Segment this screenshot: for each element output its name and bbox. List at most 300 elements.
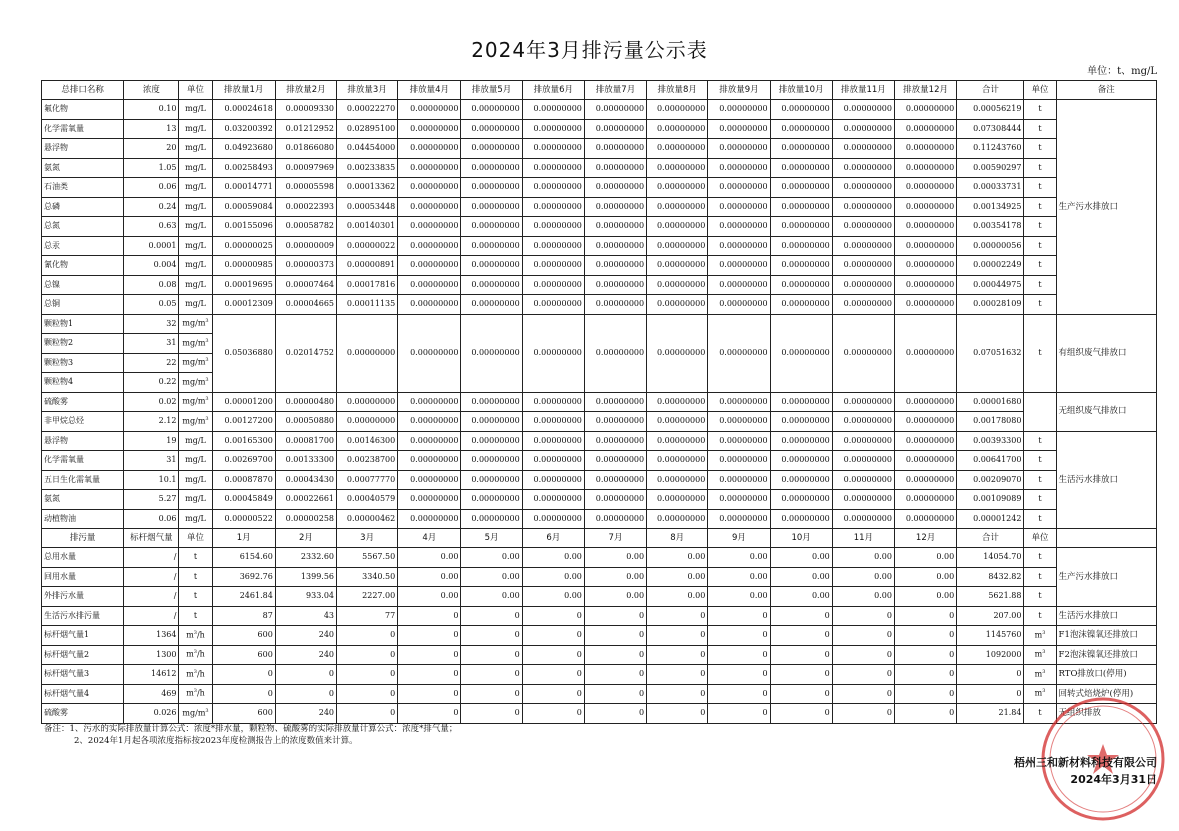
month-value: 0.00019695 bbox=[212, 275, 275, 295]
total-value: 0.00109089 bbox=[957, 490, 1024, 510]
table-row bbox=[42, 509, 1157, 529]
month-value: 0 bbox=[584, 684, 646, 704]
month-value: 0.00 bbox=[461, 587, 522, 607]
unit bbox=[179, 412, 212, 432]
total-value: 0.11243760 bbox=[957, 139, 1024, 159]
month-value: 0 bbox=[770, 645, 832, 665]
month-value: 77 bbox=[337, 606, 398, 626]
total-value: 0.00354178 bbox=[957, 217, 1024, 237]
unit: mg/L bbox=[179, 236, 212, 256]
unit-text: m bbox=[1034, 669, 1043, 679]
total-value: 0.00178080 bbox=[957, 412, 1024, 432]
table-row bbox=[42, 626, 1157, 646]
flow: / bbox=[124, 606, 179, 626]
header-row bbox=[42, 81, 1157, 100]
table-row bbox=[42, 645, 1157, 665]
table-row bbox=[42, 412, 1157, 432]
superscript: 3 bbox=[1042, 668, 1046, 675]
month-value: 0.00022270 bbox=[337, 100, 398, 120]
total-unit: t bbox=[1024, 548, 1056, 568]
superscript: 3 bbox=[1042, 688, 1046, 695]
month-value: 0.03200392 bbox=[212, 119, 275, 139]
month-value: 0.00 bbox=[770, 567, 832, 587]
month-value: 2227.00 bbox=[337, 587, 398, 607]
table-row bbox=[42, 704, 1157, 724]
unit-note: 单位：t、mg/L bbox=[1087, 66, 1157, 77]
month-value: 0 bbox=[894, 645, 956, 665]
month-value: 0 bbox=[708, 626, 770, 646]
month-value: 0.00000000 bbox=[522, 119, 584, 139]
total-unit: t bbox=[1024, 256, 1056, 276]
concentration: 1.05 bbox=[124, 158, 179, 178]
table-row bbox=[42, 178, 1157, 198]
concentration: 31 bbox=[124, 451, 179, 471]
month-value: 0.00000000 bbox=[894, 275, 956, 295]
table-row bbox=[42, 548, 1157, 568]
unit bbox=[179, 684, 212, 704]
month-value: 0.00000000 bbox=[584, 178, 646, 198]
month-value: 0.00009330 bbox=[275, 100, 336, 120]
superscript: 3 bbox=[205, 357, 209, 364]
month-value: 0.00000000 bbox=[770, 509, 832, 529]
month-value: 0.00000000 bbox=[647, 256, 708, 276]
column-header: 总排口名称 bbox=[42, 81, 124, 100]
unit-suffix: /h bbox=[196, 650, 205, 660]
remark: 有组织废气排放口 bbox=[1056, 314, 1156, 392]
table-row bbox=[42, 295, 1157, 315]
table-row bbox=[42, 451, 1157, 471]
month-value: 6154.60 bbox=[212, 548, 275, 568]
table-row bbox=[42, 606, 1157, 626]
unit-text: m bbox=[186, 630, 194, 640]
table-row bbox=[42, 158, 1157, 178]
month-value: 0 bbox=[337, 704, 398, 724]
column-header: 排放量2月 bbox=[275, 81, 336, 100]
month-value: 0.00000000 bbox=[398, 275, 461, 295]
month-value: 0.00000022 bbox=[337, 236, 398, 256]
month-value: 0.00000000 bbox=[708, 509, 770, 529]
column-header: 排放量12月 bbox=[894, 81, 956, 100]
month-value: 0.00000000 bbox=[461, 139, 522, 159]
month-value: 0.00000000 bbox=[461, 470, 522, 490]
month-value: 0.00 bbox=[894, 587, 956, 607]
month-value: 0.00000000 bbox=[584, 100, 646, 120]
superscript: 3 bbox=[205, 318, 209, 325]
total-value: 8432.82 bbox=[957, 567, 1024, 587]
pollutant-name: 非甲烷总烃 bbox=[42, 412, 124, 432]
month-value: 0.00000000 bbox=[522, 490, 584, 510]
month-value: 0.00 bbox=[461, 567, 522, 587]
month-value: 0.00000000 bbox=[647, 392, 708, 412]
month-value: 0 bbox=[832, 645, 894, 665]
item-name: 标杆烟气量4 bbox=[42, 684, 124, 704]
month-value: 0.00 bbox=[584, 587, 646, 607]
table-row bbox=[42, 236, 1157, 256]
month-value: 0.00000000 bbox=[647, 158, 708, 178]
month-value: 0 bbox=[708, 645, 770, 665]
unit bbox=[179, 353, 212, 373]
month-value: 0.00000000 bbox=[894, 412, 956, 432]
month-value: 0 bbox=[647, 704, 708, 724]
month-value: 0.00 bbox=[584, 567, 646, 587]
unit: mg/L bbox=[179, 178, 212, 198]
month-value: 0.00000000 bbox=[708, 295, 770, 315]
month-value: 0.00000000 bbox=[832, 178, 894, 198]
unit-text: m bbox=[186, 669, 194, 679]
total-unit: t bbox=[1024, 295, 1056, 315]
table-row bbox=[42, 392, 1157, 412]
month-value: 0.00 bbox=[398, 548, 461, 568]
pollutant-name: 氟化物 bbox=[42, 100, 124, 120]
total-unit: t bbox=[1024, 470, 1056, 490]
unit-text: m bbox=[1034, 630, 1043, 640]
month-value: 0 bbox=[770, 665, 832, 685]
month-value: 0.00000000 bbox=[584, 295, 646, 315]
month-value: 0.00000000 bbox=[832, 139, 894, 159]
unit-text: mg/m bbox=[182, 708, 206, 718]
unit bbox=[179, 626, 212, 646]
table-row bbox=[42, 567, 1157, 587]
total-unit: t bbox=[1024, 275, 1056, 295]
column-header: 合计 bbox=[957, 529, 1024, 548]
month-value: 0.00004665 bbox=[275, 295, 336, 315]
unit-text: mg/m bbox=[182, 338, 206, 348]
superscript: 3 bbox=[1042, 649, 1046, 656]
pollutant-name: 氨氮 bbox=[42, 490, 124, 510]
month-value: 0.00233835 bbox=[337, 158, 398, 178]
total-value: 0.00590297 bbox=[957, 158, 1024, 178]
month-value: 933.04 bbox=[275, 587, 336, 607]
table-row bbox=[42, 275, 1157, 295]
table-row bbox=[42, 217, 1157, 237]
total-value: 0.07051632 bbox=[957, 314, 1024, 392]
concentration: 0.63 bbox=[124, 217, 179, 237]
month-value: 0 bbox=[708, 606, 770, 626]
month-value: 0.00000000 bbox=[522, 470, 584, 490]
month-value: 0.00000000 bbox=[522, 431, 584, 451]
month-value: 0 bbox=[770, 684, 832, 704]
month-value: 0.05036880 bbox=[212, 314, 275, 392]
month-value: 0.00000000 bbox=[647, 470, 708, 490]
unit: mg/L bbox=[179, 119, 212, 139]
unit-text: mg/m bbox=[182, 377, 206, 387]
flow: 0.026 bbox=[124, 704, 179, 724]
total-unit: t bbox=[1024, 314, 1056, 392]
column-header: 7月 bbox=[584, 529, 646, 548]
month-value: 0.00 bbox=[770, 587, 832, 607]
total-unit: t bbox=[1024, 704, 1056, 724]
total-unit bbox=[1024, 665, 1056, 685]
month-value: 0.00000000 bbox=[398, 217, 461, 237]
month-value: 0 bbox=[647, 684, 708, 704]
month-value: 0.00000000 bbox=[337, 392, 398, 412]
month-value: 0.01866080 bbox=[275, 139, 336, 159]
month-value: 0 bbox=[894, 704, 956, 724]
total-value: 5621.88 bbox=[957, 587, 1024, 607]
month-value: 0.00238700 bbox=[337, 451, 398, 471]
month-value: 0.00000000 bbox=[647, 100, 708, 120]
month-value: 0.00000000 bbox=[894, 431, 956, 451]
month-value: 0.00000000 bbox=[398, 412, 461, 432]
total-unit bbox=[1024, 626, 1056, 646]
superscript: 3 bbox=[193, 668, 197, 675]
column-header: 排放量6月 bbox=[522, 81, 584, 100]
month-value: 0.00000000 bbox=[398, 256, 461, 276]
month-value: 0.00000000 bbox=[708, 451, 770, 471]
column-header: 单位 bbox=[179, 529, 212, 548]
month-value: 0.00000000 bbox=[647, 509, 708, 529]
month-value: 0.00000000 bbox=[461, 412, 522, 432]
pollutant-name: 悬浮物 bbox=[42, 431, 124, 451]
month-value: 0.00000000 bbox=[522, 451, 584, 471]
month-value: 0.00000000 bbox=[708, 490, 770, 510]
pollutant-name: 化学需氧量 bbox=[42, 119, 124, 139]
month-value: 0.00000000 bbox=[770, 275, 832, 295]
month-value: 0.00000000 bbox=[522, 100, 584, 120]
month-value: 0.00000000 bbox=[894, 236, 956, 256]
month-value: 0.00000000 bbox=[461, 100, 522, 120]
concentration: 5.27 bbox=[124, 490, 179, 510]
item-name: 外排污水量 bbox=[42, 587, 124, 607]
pollutant-name: 氰化物 bbox=[42, 256, 124, 276]
month-value: 0.00000000 bbox=[647, 178, 708, 198]
remark: F1泡沫镍氧还排放口 bbox=[1056, 626, 1156, 646]
total-value: 0.00393300 bbox=[957, 431, 1024, 451]
month-value: 0.00000000 bbox=[832, 490, 894, 510]
month-value: 0.00000000 bbox=[461, 275, 522, 295]
unit-text: mg/m bbox=[182, 416, 206, 426]
month-value: 0.00000000 bbox=[832, 431, 894, 451]
month-value: 0.00000000 bbox=[894, 178, 956, 198]
month-value: 0.00258493 bbox=[212, 158, 275, 178]
pollutant-name: 总铜 bbox=[42, 295, 124, 315]
month-value: 0 bbox=[647, 645, 708, 665]
month-value: 0.00000000 bbox=[832, 100, 894, 120]
pollutant-name: 五日生化需氧量 bbox=[42, 470, 124, 490]
month-value: 0.00140301 bbox=[337, 217, 398, 237]
concentration: 10.1 bbox=[124, 470, 179, 490]
month-value: 0.00000000 bbox=[461, 451, 522, 471]
month-value: 0.00000000 bbox=[770, 392, 832, 412]
item-name: 总用水量 bbox=[42, 548, 124, 568]
column-header: 单位 bbox=[179, 81, 212, 100]
month-value: 0.00000000 bbox=[647, 295, 708, 315]
column-header: 8月 bbox=[647, 529, 708, 548]
column-header: 排放量7月 bbox=[584, 81, 646, 100]
column-header: 排放量10月 bbox=[770, 81, 832, 100]
column-header: 排放量1月 bbox=[212, 81, 275, 100]
table-row bbox=[42, 684, 1157, 704]
month-value: 0.00000000 bbox=[708, 431, 770, 451]
unit: mg/L bbox=[179, 451, 212, 471]
month-value: 0.00000000 bbox=[461, 197, 522, 217]
column-header: 排放量4月 bbox=[398, 81, 461, 100]
month-value: 0.00000000 bbox=[770, 431, 832, 451]
pollutant-name: 颗粒物2 bbox=[42, 334, 124, 354]
remark: 生产污水排放口 bbox=[1056, 548, 1156, 607]
month-value: 0.00000000 bbox=[708, 314, 770, 392]
month-value: 0.00000000 bbox=[398, 119, 461, 139]
month-value: 0.00000000 bbox=[832, 451, 894, 471]
month-value: 0.00 bbox=[832, 548, 894, 568]
pollutant-name: 氨氮 bbox=[42, 158, 124, 178]
unit-suffix: /h bbox=[196, 669, 205, 679]
footnote-1: 备注：1、污水的实际排放量计算公式：浓度*排水量，颗粒物、硫酸雾的实际排放量计算公式：浓度*排气量； bbox=[44, 724, 458, 734]
month-value: 0.00000009 bbox=[275, 236, 336, 256]
pollutant-name: 总汞 bbox=[42, 236, 124, 256]
month-value: 0.00000000 bbox=[398, 295, 461, 315]
month-value: 0 bbox=[461, 606, 522, 626]
signature-date: 2024年3月31日 bbox=[1070, 773, 1157, 786]
month-value: 0.00 bbox=[708, 567, 770, 587]
column-header: 排放量3月 bbox=[337, 81, 398, 100]
month-value: 0.00000000 bbox=[584, 197, 646, 217]
month-value: 0 bbox=[461, 645, 522, 665]
month-value: 0.00000000 bbox=[398, 392, 461, 412]
month-value: 0.00000000 bbox=[522, 236, 584, 256]
concentration: 0.0001 bbox=[124, 236, 179, 256]
month-value: 0.00000000 bbox=[770, 158, 832, 178]
month-value: 0.00000000 bbox=[894, 392, 956, 412]
month-value: 5567.50 bbox=[337, 548, 398, 568]
column-header: 6月 bbox=[522, 529, 584, 548]
month-value: 0.00000000 bbox=[770, 490, 832, 510]
table-row bbox=[42, 587, 1157, 607]
month-value: 0.00000000 bbox=[461, 490, 522, 510]
month-value: 0.00000000 bbox=[832, 275, 894, 295]
month-value: 0.00000000 bbox=[708, 139, 770, 159]
total-value: 0.00641700 bbox=[957, 451, 1024, 471]
total-value: 0.00134925 bbox=[957, 197, 1024, 217]
remark: RTO排放口(停用) bbox=[1056, 665, 1156, 685]
month-value: 0.00000000 bbox=[894, 470, 956, 490]
month-value: 0 bbox=[275, 684, 336, 704]
month-value: 0.00000000 bbox=[398, 451, 461, 471]
flow: 14612 bbox=[124, 665, 179, 685]
month-value: 0.00000000 bbox=[708, 217, 770, 237]
month-value: 0 bbox=[894, 684, 956, 704]
month-value: 0.00000000 bbox=[832, 509, 894, 529]
month-value: 0.04454000 bbox=[337, 139, 398, 159]
table-row bbox=[42, 119, 1157, 139]
unit-text: mg/m bbox=[182, 319, 206, 329]
month-value: 0 bbox=[398, 665, 461, 685]
month-value: 0.00000000 bbox=[894, 139, 956, 159]
unit-suffix: /h bbox=[196, 689, 205, 699]
unit-text: m bbox=[186, 689, 194, 699]
month-value: 0 bbox=[522, 704, 584, 724]
month-value: 0 bbox=[398, 606, 461, 626]
superscript: 3 bbox=[205, 337, 209, 344]
month-value: 0.00000000 bbox=[770, 119, 832, 139]
month-value: 0 bbox=[584, 606, 646, 626]
unit-text: m bbox=[186, 650, 194, 660]
month-value: 0.00000000 bbox=[522, 412, 584, 432]
column-header: 备注 bbox=[1056, 81, 1156, 100]
month-value: 0 bbox=[522, 684, 584, 704]
concentration: 0.004 bbox=[124, 256, 179, 276]
column-header: 12月 bbox=[894, 529, 956, 548]
superscript: 3 bbox=[193, 688, 197, 695]
month-value: 0 bbox=[461, 684, 522, 704]
month-value: 0 bbox=[832, 626, 894, 646]
month-value: 0.00000000 bbox=[832, 470, 894, 490]
month-value: 0.00000000 bbox=[461, 256, 522, 276]
month-value: 0.00000000 bbox=[770, 295, 832, 315]
month-value: 0.00000000 bbox=[770, 314, 832, 392]
unit bbox=[179, 704, 212, 724]
month-value: 0.00087870 bbox=[212, 470, 275, 490]
flow: / bbox=[124, 567, 179, 587]
month-value: 43 bbox=[275, 606, 336, 626]
month-value: 0.00012309 bbox=[212, 295, 275, 315]
month-value: 0.00081700 bbox=[275, 431, 336, 451]
total-unit: t bbox=[1024, 587, 1056, 607]
remark: 无组织废气排放口 bbox=[1056, 392, 1156, 431]
column-header: 合计 bbox=[957, 81, 1024, 100]
month-value: 0.00000000 bbox=[584, 119, 646, 139]
month-value: 0 bbox=[584, 704, 646, 724]
month-value: 2461.84 bbox=[212, 587, 275, 607]
month-value: 1399.56 bbox=[275, 567, 336, 587]
month-value: 0.00000000 bbox=[832, 256, 894, 276]
concentration: 0.08 bbox=[124, 275, 179, 295]
month-value: 0.00000000 bbox=[461, 392, 522, 412]
month-value: 0.00 bbox=[708, 587, 770, 607]
column-header: 排放量5月 bbox=[461, 81, 522, 100]
month-value: 0.00000000 bbox=[708, 100, 770, 120]
month-value: 0 bbox=[461, 626, 522, 646]
concentration: 0.22 bbox=[124, 373, 179, 393]
table-row bbox=[42, 256, 1157, 276]
month-value: 0.00000000 bbox=[398, 431, 461, 451]
month-value: 0.00000000 bbox=[461, 314, 522, 392]
month-value: 0.00000000 bbox=[832, 236, 894, 256]
column-header: 浓度 bbox=[124, 81, 179, 100]
concentration: 13 bbox=[124, 119, 179, 139]
month-value: 0.00 bbox=[584, 548, 646, 568]
month-value: 0 bbox=[770, 626, 832, 646]
remark: 回转式焙烧炉(停用) bbox=[1056, 684, 1156, 704]
column-header: 排放量9月 bbox=[708, 81, 770, 100]
header-row bbox=[42, 529, 1157, 548]
month-value: 0.00000000 bbox=[894, 451, 956, 471]
total-unit: t bbox=[1024, 178, 1056, 198]
month-value: 0.00 bbox=[398, 587, 461, 607]
month-value: 0.00 bbox=[647, 548, 708, 568]
item-name: 生活污水排污量 bbox=[42, 606, 124, 626]
pollutant-name: 颗粒物1 bbox=[42, 314, 124, 334]
month-value: 0 bbox=[275, 665, 336, 685]
month-value: 0 bbox=[522, 606, 584, 626]
total-unit: t bbox=[1024, 509, 1056, 529]
total-value: 0.00001680 bbox=[957, 392, 1024, 412]
month-value: 0.00 bbox=[770, 548, 832, 568]
superscript: 3 bbox=[205, 396, 209, 403]
remark: 无组织排放 bbox=[1056, 704, 1156, 724]
month-value: 0 bbox=[708, 704, 770, 724]
pollutant-name: 颗粒物4 bbox=[42, 373, 124, 393]
month-value: 0.00000000 bbox=[522, 509, 584, 529]
item-name: 标杆烟气量1 bbox=[42, 626, 124, 646]
month-value: 0.00000000 bbox=[894, 314, 956, 392]
total-value: 0.00056219 bbox=[957, 100, 1024, 120]
month-value: 0.00000000 bbox=[398, 236, 461, 256]
unit bbox=[179, 334, 212, 354]
column-header: 1月 bbox=[212, 529, 275, 548]
month-value: 0.00000000 bbox=[398, 509, 461, 529]
month-value: 0.00 bbox=[894, 567, 956, 587]
